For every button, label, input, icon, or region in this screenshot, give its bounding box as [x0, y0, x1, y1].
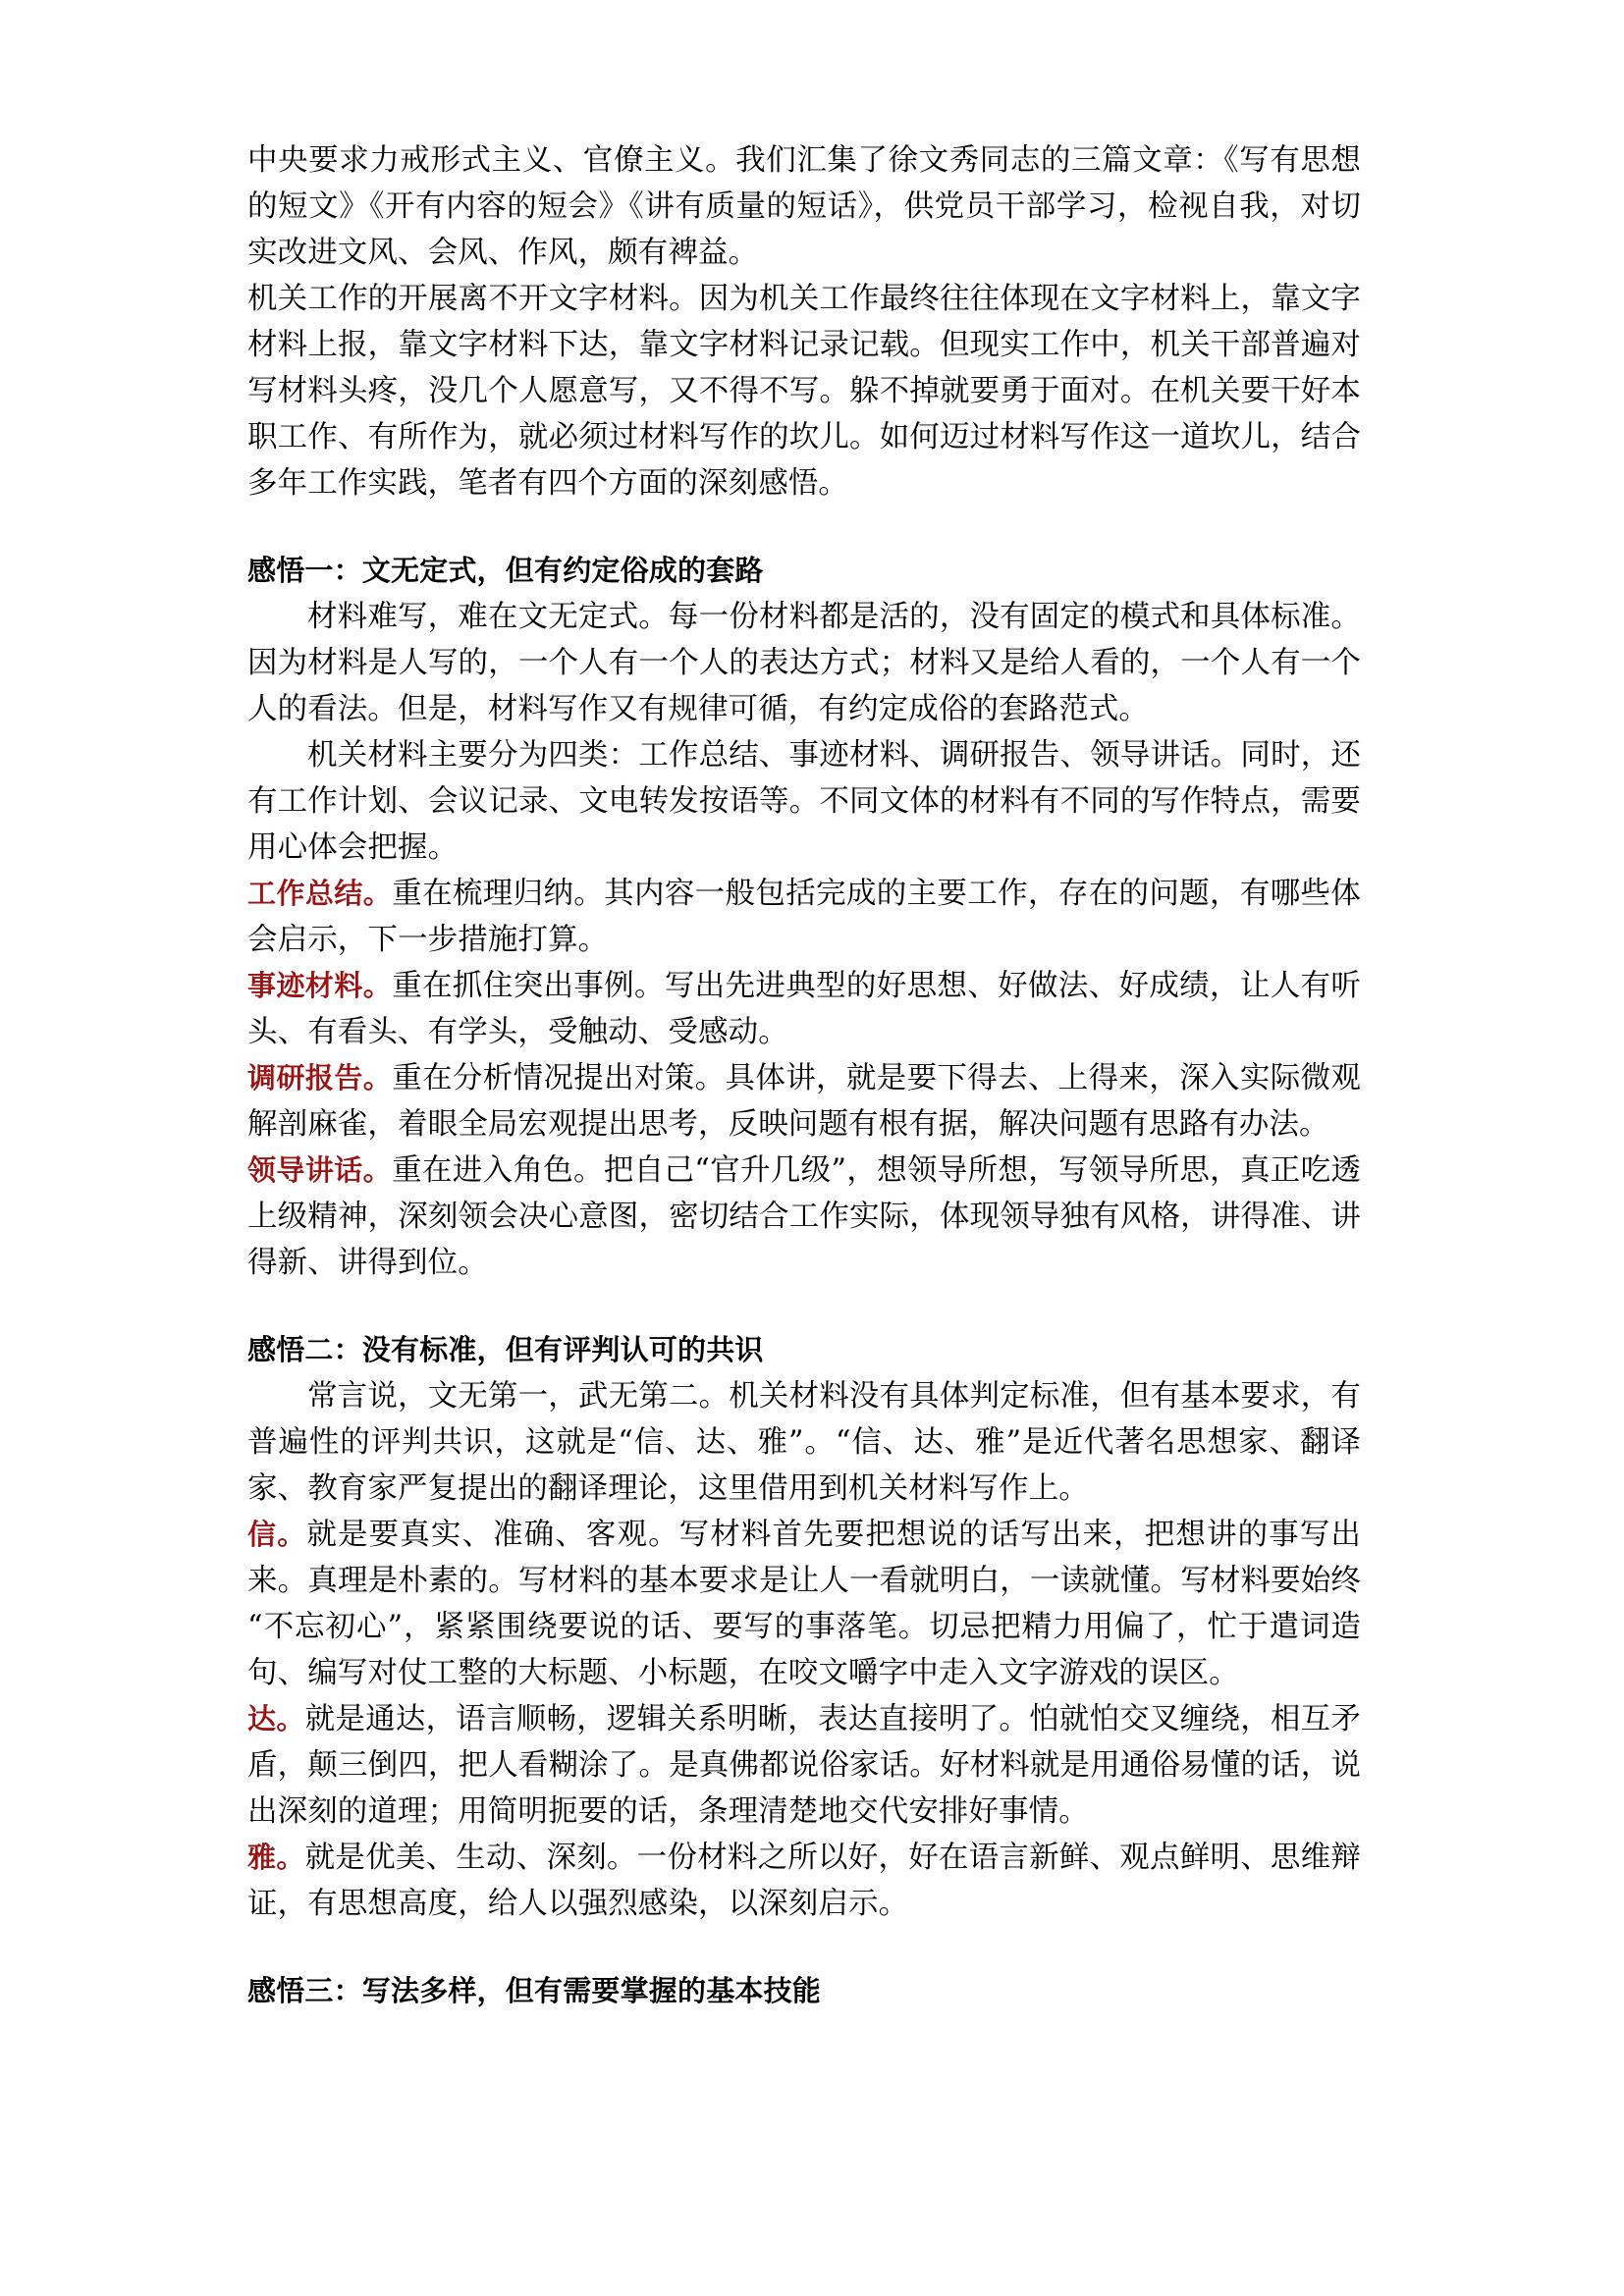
paragraph-s1-1: 材料难写，难在文无定式。每一份材料都是活的，没有固定的模式和具体标准。因为材料是人写的，一个人有一个人的表达方式；材料又是给人看的，一个人有一个人的看法。但是，材料写作又有规律可循，有约定成俗的套路范式。: [247, 600, 1361, 726]
label-deeds-material: 事迹材料。: [247, 969, 393, 1002]
labeled-paragraph-da: [247, 1696, 1361, 1835]
spacer-before-heading-3: [247, 1927, 1361, 1968]
labeled-paragraph-deeds-material: [247, 963, 1361, 1055]
spacer-before-heading-2: [247, 1286, 1361, 1327]
labeled-paragraph-leader-speech: [247, 1148, 1361, 1286]
text-research-report: 重在分析情况提出对策。具体讲，就是要下得去、上得来，深入实际微观解剖麻雀，着眼全局宏观提出思考，反映问题有根有据，解决问题有思路有办法。: [247, 1061, 1361, 1142]
labeled-paragraph-work-summary: [247, 871, 1361, 963]
label-leader-speech: 领导讲话。: [247, 1153, 393, 1187]
paragraph-intro-1: 中央要求力戒形式主义、官僚主义。我们汇集了徐文秀同志的三篇文章：《写有思想的短文》《开有内容的短会》《讲有质量的短话》，供党员干部学习，检视自我，对切实改进文风、会风、作风，颇有裨益。: [247, 143, 1361, 270]
spacer-before-heading-1: [247, 507, 1361, 548]
text-leader-speech: 重在进入角色。把自己“官升几级”，想领导所想，写领导所思，真正吃透上级精神，深刻领会决心意图，密切结合工作实际，体现领导独有风格，讲得准、讲得新、讲得到位。: [247, 1153, 1361, 1280]
text-xin: 就是要真实、准确、客观。写材料首先要把想说的话写出来，把想讲的事写出来。真理是朴素的。写材料的基本要求是让人一看就明白，一读就懂。写材料要始终“不忘初心”，紧紧围绕要说的话、要写的事落笔。切忌把精力用偏了，忙于遣词造句、编写对仗工整的大标题、小标题，在咬文嚼字中走入文字游戏的误区。: [247, 1518, 1361, 1690]
label-ya: 雅。: [247, 1841, 305, 1874]
paragraph-s2-1: 常言说，文无第一，武无第二。机关材料没有具体判定标准，但有基本要求，有普遍性的评判共识，这就是“信、达、雅”。“信、达、雅”是近代著名思想家、翻译家、教育家严复提出的翻译理论，这里借用到机关材料写作上。: [247, 1379, 1361, 1506]
label-xin: 信。: [247, 1518, 307, 1551]
text-da: 就是通达，语言顺畅，逻辑关系明晰，表达直接明了。怕就怕交叉缠绕，相互矛盾，颠三倒四，把人看糊涂了。是真佛都说俗家话。好材料就是用通俗易懂的话，说出深刻的道理；用简明扼要的话，条理清楚地交代安排好事情。: [247, 1702, 1361, 1829]
label-research-report: 调研报告。: [247, 1061, 393, 1095]
labeled-paragraph-xin: [247, 1512, 1361, 1696]
section-heading-1: 感悟一：文无定式，但有约定俗成的套路: [247, 554, 764, 587]
text-ya: 就是优美、生动、深刻。一份材料之所以好，好在语言新鲜、观点鲜明、思维辩证，有思想高度，给人以强烈感染，以深刻启示。: [247, 1841, 1361, 1921]
label-work-summary: 工作总结。: [247, 877, 393, 910]
label-da: 达。: [247, 1702, 305, 1735]
text-deeds-material: 重在抓住突出事例。写出先进典型的好思想、好做法、好成绩，让人有听头、有看头、有学头，受触动、受感动。: [247, 969, 1361, 1049]
section-heading-2: 感悟二：没有标准，但有评判认可的共识: [247, 1333, 764, 1366]
section-heading-3: 感悟三：写法多样，但有需要掌握的基本技能: [247, 1974, 822, 2007]
paragraph-s1-2: 机关材料主要分为四类：工作总结、事迹材料、调研报告、领导讲话。同时，还有工作计划、会议记录、文电转发按语等。不同文体的材料有不同的写作特点，需要用心体会把握。: [247, 738, 1361, 865]
text-work-summary: 重在梳理归纳。其内容一般包括完成的主要工作，存在的问题，有哪些体会启示，下一步措施打算。: [247, 877, 1361, 957]
document-body: [247, 137, 1361, 2014]
labeled-paragraph-ya: [247, 1835, 1361, 1927]
labeled-paragraph-research-report: [247, 1055, 1361, 1148]
paragraph-intro-2: 机关工作的开展离不开文字材料。因为机关工作最终往往体现在文字材料上，靠文字材料上报，靠文字材料下达，靠文字材料记录记载。但现实工作中，机关干部普遍对写材料头疼，没几个人愿意写，又不得不写。躲不掉就要勇于面对。在机关要干好本职工作、有所作为，就必须过材料写作的坎儿。如何迈过材料写作这一道坎儿，结合多年工作实践，笔者有四个方面的深刻感悟。: [247, 282, 1361, 501]
